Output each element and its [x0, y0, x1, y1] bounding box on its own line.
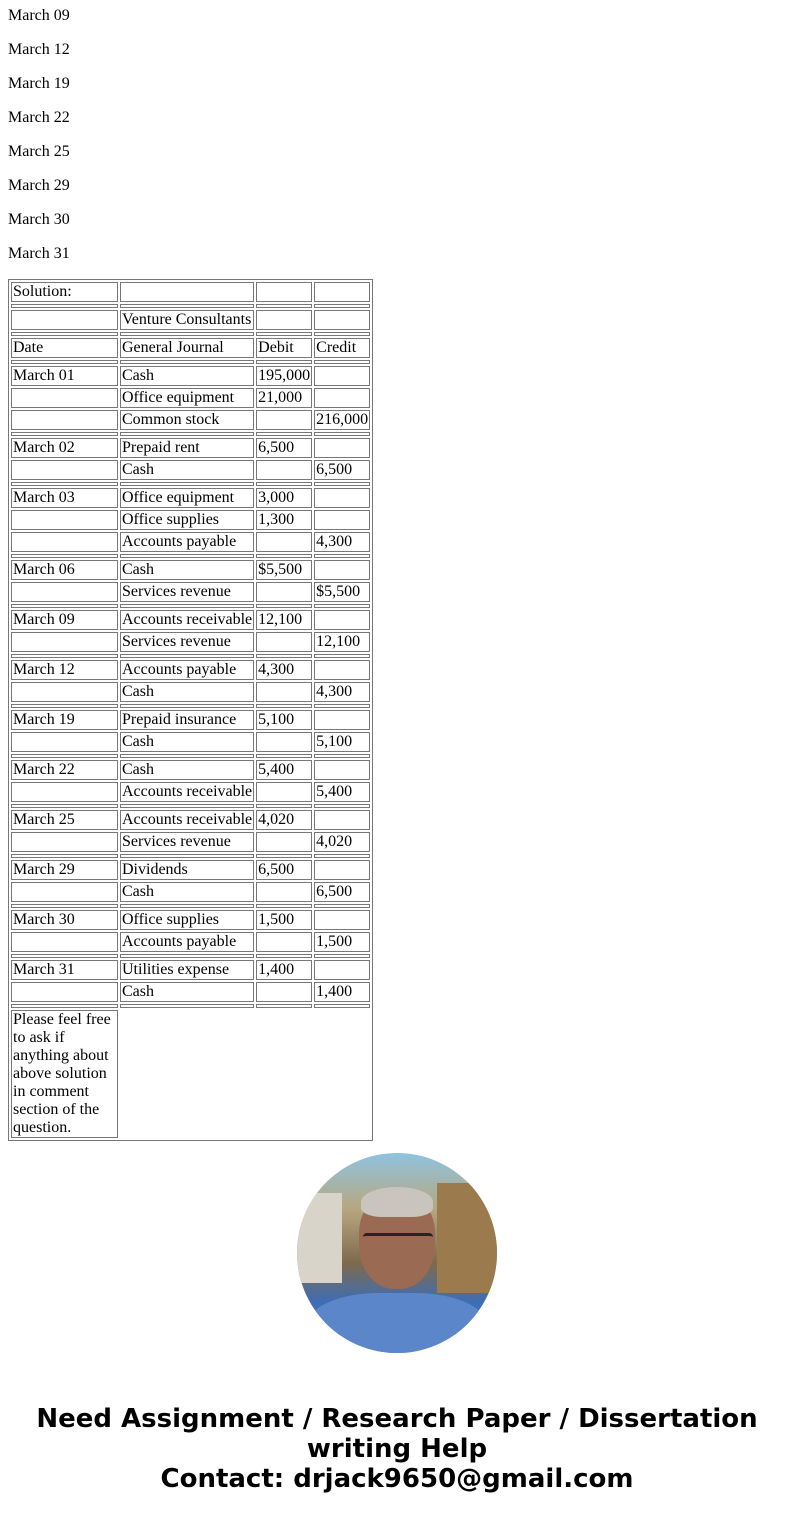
credit-amount	[314, 366, 370, 386]
table-row	[11, 660, 370, 680]
spacer-cell	[120, 954, 254, 958]
debit-amount: 4,020	[256, 810, 312, 830]
spacer-cell	[11, 654, 118, 658]
table-row	[11, 932, 370, 952]
preceding-date: March 30	[8, 211, 70, 228]
debit-amount: 21,000	[256, 388, 312, 408]
credit-amount	[314, 388, 370, 408]
debit-amount	[256, 782, 312, 802]
debit-amount	[256, 632, 312, 652]
debit-amount	[256, 410, 312, 430]
table-row	[11, 910, 370, 930]
account-name: Cash	[120, 760, 254, 780]
table-row	[11, 310, 370, 330]
spacer-cell	[120, 360, 254, 364]
spacer-cell	[11, 704, 118, 708]
spacer-cell	[120, 482, 254, 486]
table-row	[11, 510, 370, 530]
spacer-cell	[256, 332, 312, 336]
account-name: Cash	[120, 460, 254, 480]
spacer-cell	[11, 482, 118, 486]
credit-amount	[314, 510, 370, 530]
credit-amount	[314, 960, 370, 980]
spacer-cell	[11, 604, 118, 608]
credit-amount: 1,400	[314, 982, 370, 1002]
empty-cell	[11, 732, 118, 752]
table-row	[11, 860, 370, 880]
account-name: Dividends	[120, 860, 254, 880]
spacer-cell	[314, 304, 370, 308]
column-header-journal: General Journal	[120, 338, 254, 358]
entry-date: March 22	[11, 760, 118, 780]
spacer-row	[11, 954, 370, 958]
spacer-cell	[120, 554, 254, 558]
account-name: Cash	[120, 560, 254, 580]
solution-label: Solution:	[11, 282, 118, 302]
preceding-date: March 22	[8, 109, 70, 126]
spacer-cell	[256, 1004, 312, 1008]
debit-amount	[256, 732, 312, 752]
spacer-row	[11, 304, 370, 308]
empty-cell	[11, 510, 118, 530]
debit-amount: 5,400	[256, 760, 312, 780]
spacer-cell	[11, 804, 118, 808]
debit-amount: 1,500	[256, 910, 312, 930]
table-row	[11, 582, 370, 602]
spacer-cell	[256, 432, 312, 436]
spacer-row	[11, 754, 370, 758]
spacer-cell	[256, 304, 312, 308]
spacer-cell	[11, 904, 118, 908]
preceding-date: March 25	[8, 143, 70, 160]
debit-amount	[256, 532, 312, 552]
empty-cell	[256, 282, 312, 302]
avatar-glasses	[363, 1233, 433, 1250]
credit-amount	[314, 910, 370, 930]
contact-banner	[0, 1404, 794, 1494]
spacer-row	[11, 704, 370, 708]
table-row	[11, 532, 370, 552]
entry-date: March 31	[11, 960, 118, 980]
credit-amount: 5,400	[314, 782, 370, 802]
spacer-cell	[314, 482, 370, 486]
debit-amount	[256, 460, 312, 480]
spacer-cell	[11, 432, 118, 436]
debit-amount: 6,500	[256, 860, 312, 880]
table-row	[11, 710, 370, 730]
credit-amount	[314, 610, 370, 630]
account-name: Accounts receivable	[122, 611, 253, 628]
debit-amount	[256, 582, 312, 602]
spacer-cell	[120, 904, 254, 908]
spacer-cell	[11, 304, 118, 308]
spacer-row	[11, 482, 370, 486]
spacer-cell	[314, 332, 370, 336]
account-name: Accounts payable	[120, 932, 254, 952]
spacer-row	[11, 804, 370, 808]
spacer-cell	[314, 554, 370, 558]
spacer-row	[11, 360, 370, 364]
table-row	[11, 832, 370, 852]
account-name: Accounts receivable	[122, 811, 253, 828]
debit-amount: 1,300	[256, 510, 312, 530]
entry-date: March 01	[11, 366, 118, 386]
debit-amount: 12,100	[256, 610, 312, 630]
table-row	[11, 982, 370, 1002]
credit-amount: 6,500	[314, 460, 370, 480]
spacer-cell	[120, 1004, 254, 1008]
spacer-cell	[120, 754, 254, 758]
spacer-cell	[11, 360, 118, 364]
spacer-cell	[256, 554, 312, 558]
spacer-cell	[120, 432, 254, 436]
credit-amount	[314, 710, 370, 730]
company-name: Venture Consultants	[120, 310, 254, 330]
avatar-shirt	[307, 1293, 487, 1353]
table-row	[11, 682, 370, 702]
column-header-credit: Credit	[314, 338, 370, 358]
debit-amount: 6,500	[256, 438, 312, 458]
empty-cell	[11, 882, 118, 902]
table-row	[11, 410, 370, 430]
column-header-debit: Debit	[256, 338, 312, 358]
debit-amount	[256, 932, 312, 952]
table-row	[11, 960, 370, 980]
spacer-cell	[120, 804, 254, 808]
debit-amount	[256, 832, 312, 852]
account-name: Utilities expense	[120, 960, 254, 980]
table-row	[11, 810, 370, 830]
credit-amount	[314, 860, 370, 880]
empty-cell	[11, 460, 118, 480]
spacer-cell	[314, 954, 370, 958]
entry-date: March 12	[11, 660, 118, 680]
credit-amount	[314, 560, 370, 580]
contact-line-2: writing Help	[306, 1434, 488, 1464]
preceding-date: March 29	[8, 177, 70, 194]
empty-cell	[11, 388, 118, 408]
entry-date: March 03	[11, 488, 118, 508]
debit-amount: 5,100	[256, 710, 312, 730]
author-avatar	[297, 1153, 497, 1353]
debit-amount	[256, 982, 312, 1002]
credit-amount	[314, 438, 370, 458]
preceding-date: March 12	[8, 41, 70, 58]
spacer-cell	[11, 1004, 118, 1008]
debit-amount: 3,000	[256, 488, 312, 508]
spacer-cell	[314, 432, 370, 436]
spacer-cell	[314, 904, 370, 908]
contact-line-3: Contact: drjack9650@gmail.com	[160, 1464, 634, 1494]
empty-cell	[314, 310, 370, 330]
preceding-date: March 19	[8, 75, 70, 92]
account-name: Office supplies	[120, 910, 254, 930]
empty-cell	[120, 1010, 370, 1138]
entry-date: March 29	[11, 860, 118, 880]
account-name: Services revenue	[120, 582, 254, 602]
table-row	[11, 560, 370, 580]
spacer-cell	[256, 654, 312, 658]
account-name: Cash	[120, 366, 254, 386]
table-row	[11, 460, 370, 480]
spacer-cell	[120, 304, 254, 308]
spacer-cell	[11, 854, 118, 858]
table-row	[11, 366, 370, 386]
table-row	[11, 488, 370, 508]
spacer-cell	[11, 754, 118, 758]
credit-amount	[314, 488, 370, 508]
empty-cell	[11, 410, 118, 430]
account-name: Office equipment	[120, 388, 254, 408]
account-name: Cash	[120, 882, 254, 902]
empty-cell	[11, 832, 118, 852]
account-name: Cash	[120, 682, 254, 702]
debit-amount: $5,500	[256, 560, 312, 580]
spacer-cell	[120, 704, 254, 708]
debit-amount: 1,400	[256, 960, 312, 980]
credit-amount: 12,100	[314, 632, 370, 652]
account-name: Prepaid rent	[120, 438, 254, 458]
spacer-cell	[314, 360, 370, 364]
entry-date: March 25	[11, 810, 118, 830]
credit-amount	[314, 810, 370, 830]
spacer-cell	[256, 854, 312, 858]
table-row	[11, 438, 370, 458]
spacer-cell	[314, 754, 370, 758]
credit-amount: 4,300	[314, 532, 370, 552]
spacer-row	[11, 432, 370, 436]
account-name: Services revenue	[120, 832, 254, 852]
spacer-cell	[256, 360, 312, 364]
debit-amount: 195,000	[258, 367, 311, 384]
spacer-cell	[256, 604, 312, 608]
account-name: Office equipment	[120, 488, 254, 508]
spacer-cell	[256, 482, 312, 486]
avatar-background-carving	[437, 1183, 497, 1293]
spacer-cell	[256, 754, 312, 758]
spacer-row	[11, 604, 370, 608]
credit-amount	[314, 660, 370, 680]
empty-cell	[314, 282, 370, 302]
contact-line-1: Need Assignment / Research Paper / Dissertation	[36, 1404, 758, 1434]
column-header-date: Date	[11, 338, 118, 358]
avatar-hair	[361, 1187, 433, 1217]
credit-amount: 6,500	[314, 882, 370, 902]
empty-cell	[11, 682, 118, 702]
entry-date: March 09	[11, 610, 118, 630]
spacer-cell	[11, 554, 118, 558]
credit-amount: 1,500	[314, 932, 370, 952]
empty-cell	[256, 310, 312, 330]
table-row	[11, 632, 370, 652]
entry-date: March 06	[11, 560, 118, 580]
empty-cell	[120, 282, 254, 302]
account-name: Accounts payable	[120, 532, 254, 552]
empty-cell	[11, 582, 118, 602]
table-row	[11, 882, 370, 902]
account-name: Prepaid insurance	[120, 710, 254, 730]
account-name: Accounts payable	[120, 660, 254, 680]
credit-amount: 4,020	[314, 832, 370, 852]
empty-cell	[11, 310, 118, 330]
preceding-date: March 31	[8, 245, 70, 262]
empty-cell	[11, 632, 118, 652]
spacer-row	[11, 904, 370, 908]
table-row	[11, 760, 370, 780]
spacer-row	[11, 654, 370, 658]
account-name: Common stock	[120, 410, 254, 430]
credit-amount: $5,500	[314, 582, 370, 602]
closing-note: Please feel free to ask if anything about above solution in comment section of the question.	[11, 1010, 118, 1138]
spacer-cell	[256, 704, 312, 708]
spacer-cell	[11, 332, 118, 336]
entry-date: March 02	[11, 438, 118, 458]
table-row	[11, 338, 370, 358]
note-row	[11, 1010, 370, 1138]
account-name: Accounts receivable	[122, 783, 253, 800]
spacer-cell	[11, 954, 118, 958]
empty-cell	[11, 982, 118, 1002]
credit-amount: 4,300	[314, 682, 370, 702]
spacer-row	[11, 554, 370, 558]
spacer-cell	[256, 954, 312, 958]
spacer-row	[11, 854, 370, 858]
entry-date: March 30	[11, 910, 118, 930]
credit-amount: 5,100	[314, 732, 370, 752]
spacer-cell	[314, 854, 370, 858]
account-name: Cash	[120, 982, 254, 1002]
table-row	[11, 610, 370, 630]
debit-amount	[256, 682, 312, 702]
table-row	[11, 732, 370, 752]
account-name: Services revenue	[120, 632, 254, 652]
empty-cell	[11, 782, 118, 802]
avatar-background-wall	[297, 1193, 342, 1283]
debit-amount: 4,300	[256, 660, 312, 680]
account-name: Cash	[120, 732, 254, 752]
spacer-row	[11, 332, 370, 336]
credit-amount: 216,000	[316, 411, 369, 428]
preceding-date: March 09	[8, 7, 70, 24]
spacer-cell	[314, 1004, 370, 1008]
spacer-cell	[120, 654, 254, 658]
journal-table-wrapper	[8, 279, 373, 1141]
account-name: Office supplies	[120, 510, 254, 530]
entry-date: March 19	[11, 710, 118, 730]
spacer-row	[11, 1004, 370, 1008]
table-row	[11, 282, 370, 302]
spacer-cell	[256, 804, 312, 808]
spacer-cell	[314, 604, 370, 608]
spacer-cell	[314, 654, 370, 658]
spacer-cell	[120, 332, 254, 336]
spacer-cell	[314, 804, 370, 808]
spacer-cell	[120, 854, 254, 858]
general-journal-table	[8, 279, 373, 1141]
table-row	[11, 782, 370, 802]
empty-cell	[11, 932, 118, 952]
spacer-cell	[314, 704, 370, 708]
table-row	[11, 388, 370, 408]
empty-cell	[11, 532, 118, 552]
credit-amount	[314, 760, 370, 780]
debit-amount	[256, 882, 312, 902]
spacer-cell	[120, 604, 254, 608]
spacer-cell	[256, 904, 312, 908]
